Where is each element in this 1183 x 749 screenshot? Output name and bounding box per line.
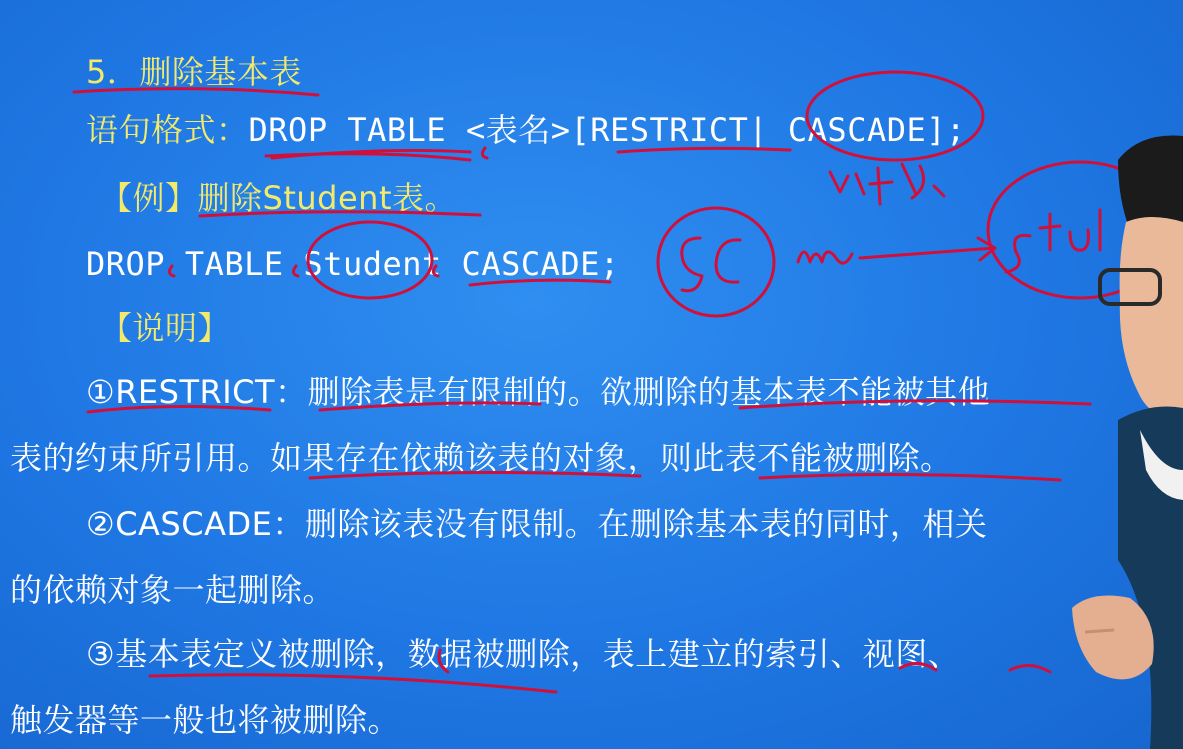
note2-line1: ②CASCADE：删除该表没有限制。在删除基本表的同时，相关 xyxy=(86,505,988,543)
presenter-hair xyxy=(1118,136,1183,231)
syntax-code: DROP TABLE <表名>[RESTRICT| CASCADE]; xyxy=(248,111,966,149)
note1-line2: 表的约束所引用。如果存在依赖该表的对象，则此表不能被删除。 xyxy=(10,439,953,477)
note1-line1: ①RESTRICT：删除表是有限制的。欲删除的基本表不能被其他 xyxy=(86,373,991,411)
presenter-finger xyxy=(1085,630,1114,632)
note2-line2: 的依赖对象一起删除。 xyxy=(10,571,336,609)
slide-title: 5．删除基本表 xyxy=(86,53,302,91)
example-text: 删除Student表。 xyxy=(197,179,457,217)
note3-line1: ③基本表定义被删除，数据被删除，表上建立的索引、视图、 xyxy=(86,635,961,673)
presenter-face xyxy=(1120,217,1183,420)
example-code: DROP TABLE Student CASCADE; xyxy=(86,245,620,283)
example-tag: 【例】 xyxy=(100,179,198,217)
note-tag: 【说明】 xyxy=(100,309,231,347)
note3-line2: 触发器等一般也将被删除。 xyxy=(10,701,401,739)
syntax-label: 语句格式： xyxy=(86,111,249,149)
